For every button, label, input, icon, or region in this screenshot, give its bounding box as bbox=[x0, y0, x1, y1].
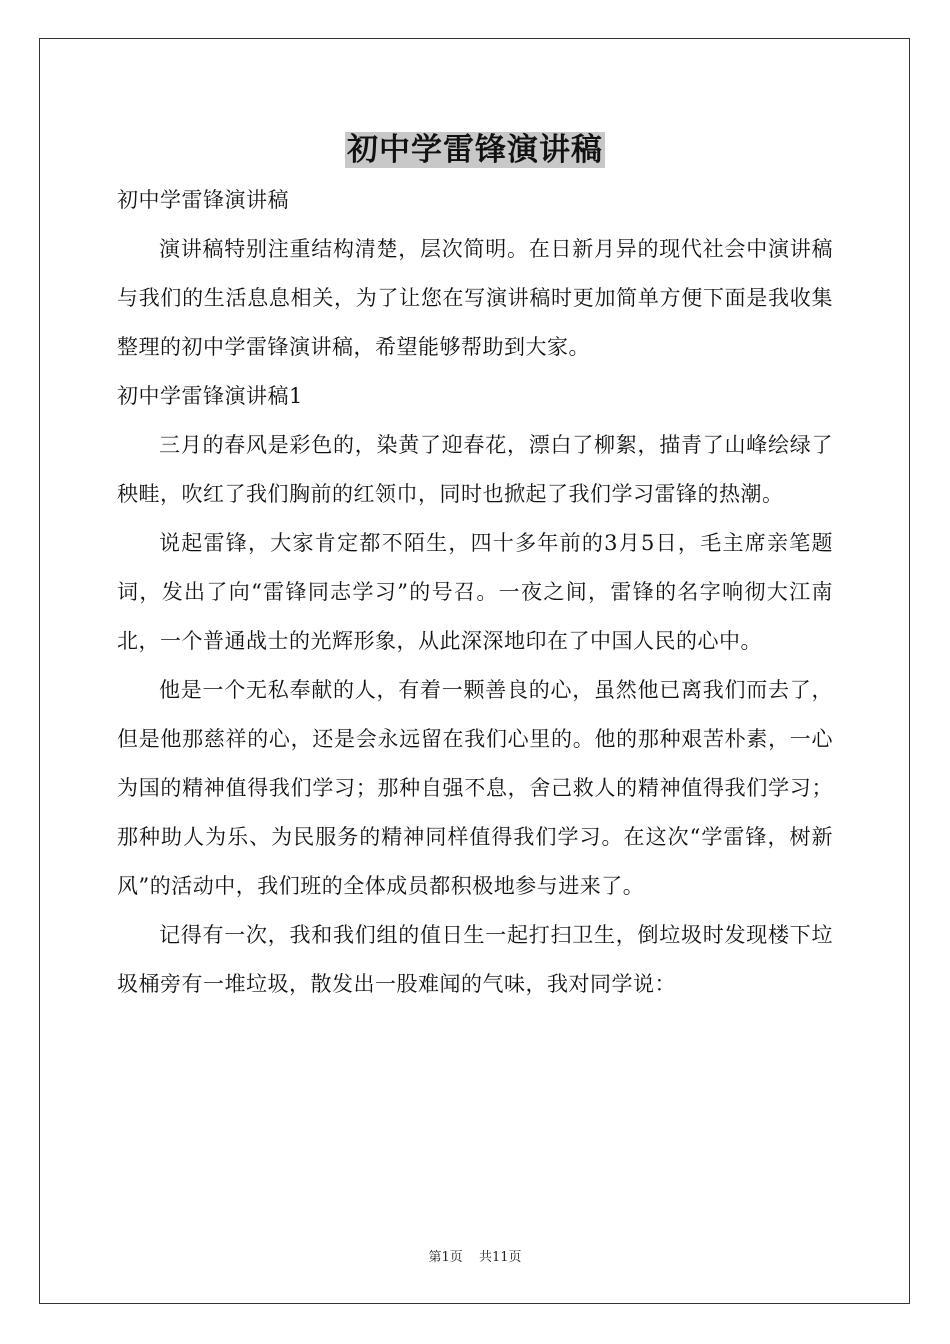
body-paragraph: 他是一个无私奉献的人，有着一颗善良的心，虽然他已离我们而去了，但是他那慈祥的心，还是会永远留在我们心里的。他的那种艰苦朴素，一心为国的精神值得我们学习；那种自强不息，舍己救人的精神值得我们学习；那种助人为乐、为民服务的精神同样值得我们学习。在这次“学雷锋，树新风”的活动中，我们班的全体成员都积极地参与进来了。 bbox=[117, 678, 833, 898]
body-paragraph: 说起雷锋，大家肯定都不陌生，四十多年前的3月5日，毛主席亲笔题词，发出了向“雷锋同志学习”的号召。一夜之间，雷锋的名字响彻大江南北，一个普通战士的光辉形象，从此深深地印在了中国人民的心中。 bbox=[117, 531, 833, 653]
subtitle-line: 初中学雷锋演讲稿 bbox=[117, 188, 289, 212]
section-heading: 初中学雷锋演讲稿1 bbox=[117, 384, 303, 408]
document-title bbox=[0, 127, 950, 173]
body-paragraph: 三月的春风是彩色的，染黄了迎春花，漂白了柳絮，描青了山峰绘绿了秧畦，吹红了我们胸前的红领巾，同时也掀起了我们学习雷锋的热潮。 bbox=[117, 433, 833, 506]
page-total: 共11页 bbox=[478, 1250, 522, 1265]
title-text: 初中学雷锋演讲稿 bbox=[347, 132, 603, 168]
body-paragraph: 记得有一次，我和我们组的值日生一起打扫卫生，倒垃圾时发现楼下垃圾桶旁有一堆垃圾，散发出一股难闻的气味，我对同学说： bbox=[117, 923, 833, 996]
intro-paragraph: 演讲稿特别注重结构清楚，层次简明。在日新月异的现代社会中演讲稿与我们的生活息息相关，为了让您在写演讲稿时更加简单方便下面是我收集整理的初中学雷锋演讲稿，希望能够帮助到大家。 bbox=[117, 237, 833, 359]
document-body bbox=[117, 176, 833, 1009]
page-footer bbox=[0, 1246, 950, 1265]
page-number: 第1页 bbox=[428, 1250, 463, 1265]
